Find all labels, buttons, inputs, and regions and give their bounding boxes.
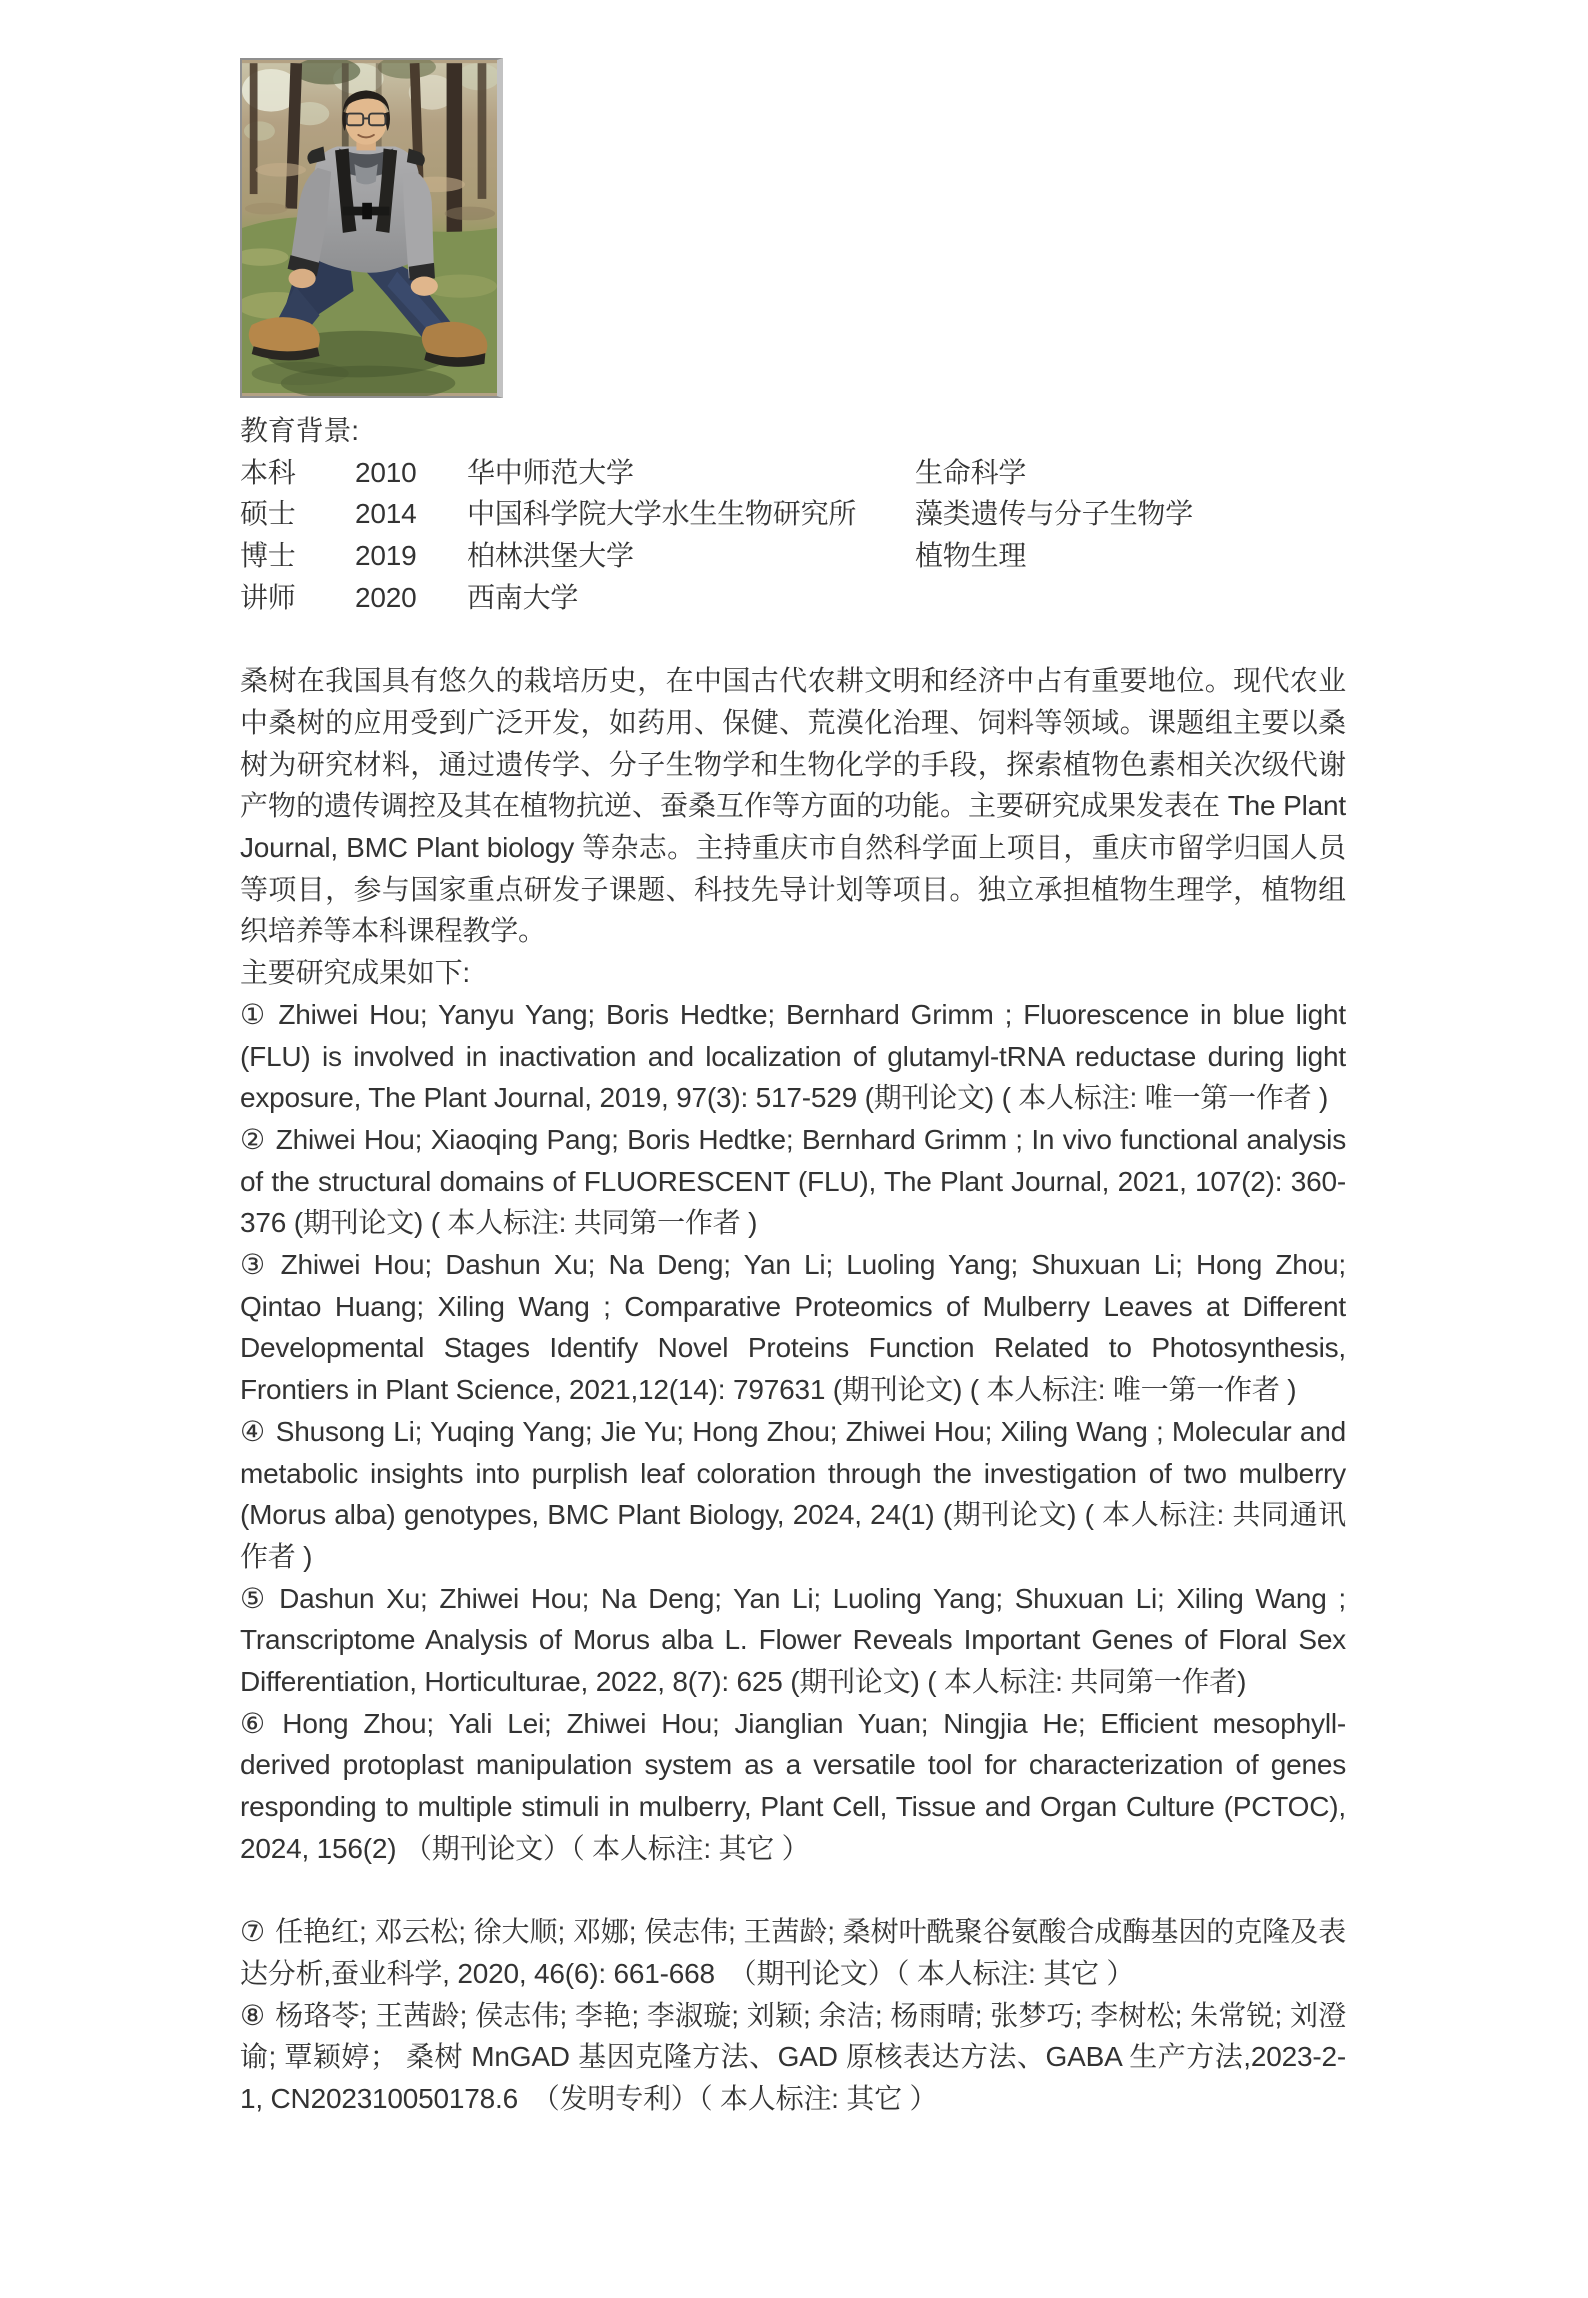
edu-school: 西南大学 bbox=[467, 581, 579, 613]
publication-text: 杨珞苓; 王茜龄; 侯志伟; 李艳; 李淑璇; 刘颖; 余洁; 杨雨晴; 张梦巧; 李树松; 朱常锐; 刘澄谕; 覃颖婷； 桑树 MnGAD 基因克隆方法、GAD 原核表达方法、GABA 生产方法,2023-2-1, CN202310050178.6 （发明专利）（ 本人标注: 其它 ） bbox=[240, 1999, 1346, 2115]
profile-photo bbox=[240, 58, 503, 398]
education-row bbox=[240, 535, 1346, 577]
education-table bbox=[240, 452, 1346, 619]
publication-text: Dashun Xu; Zhiwei Hou; Na Deng; Yan Li; Luoling Yang; Shuxuan Li; Xiling Wang ; Transcriptome Analysis of Morus alba L. Flower Reveals Important Genes of Floral Sex Differentiation, Horticulturae, 2022, 8(7): 625 (期刊论文) ( 本人标注: 共同第一作者) bbox=[240, 1582, 1347, 1698]
edu-degree: 硕士 bbox=[240, 498, 296, 530]
edu-year: 2014 bbox=[355, 498, 417, 530]
education-row bbox=[240, 452, 1346, 494]
edu-year: 2010 bbox=[355, 456, 417, 488]
publication-text: Hong Zhou; Yali Lei; Zhiwei Hou; Jianglian Yuan; Ningjia He; Efficient mesophyll-derived protoplast manipulation system as a versatile tool for characterization of genes responding to multiple stimuli in mulberry, Plant Cell, Tissue and Organ Culture (PCTOC), 2024, 156(2) （期刊论文）（ 本人标注: 其它 ） bbox=[240, 1707, 1346, 1864]
publication-marker: ③ bbox=[240, 1249, 271, 1281]
edu-degree: 本科 bbox=[240, 456, 296, 488]
intro-paragraph: 桑树在我国具有悠久的栽培历史，在中国古代农耕文明和经济中占有重要地位。现代农业中桑树的应用受到广泛开发，如药用、保健、荒漠化治理、饲料等领域。课题组主要以桑树为研究材料，通过遗传学、分子生物学和生物化学的手段，探索植物色素相关次级代谢产物的遗传调控及其在植物抗逆、蚕桑互作等方面的功能。主要研究成果发表在 The Plant Journal, BMC Plant biology 等杂志。主持重庆市自然科学面上项目，重庆市留学归国人员等项目，参与国家重点研发子课题、科技先导计划等项目。独立承担植物生理学，植物组织培养等本科课程教学。 bbox=[240, 665, 1346, 947]
publication-text: Zhiwei Hou; Yanyu Yang; Boris Hedtke; Bernhard Grimm ; Fluorescence in blue light (FLU) is involved in inactivation and localization of glutamyl-tRNA reductase during light exposure, The Plant Journal, 2019, 97(3): 517-529 (期刊论文) ( 本人标注: 唯一第一作者 ) bbox=[240, 998, 1346, 1114]
cv-page bbox=[240, 0, 1346, 2120]
publication-text: 任艳红; 邓云松; 徐大顺; 邓娜; 侯志伟; 王茜龄; 桑树叶酰聚谷氨酸合成酶基因的克隆及表达分析,蚕业科学, 2020, 46(6): 661-668 （期刊论文）（ 本人标注: 其它 ） bbox=[240, 1916, 1346, 1989]
edu-major bbox=[915, 577, 1346, 619]
publication-marker: ⑦ bbox=[240, 1916, 266, 1948]
publications-intro: 主要研究成果如下: bbox=[240, 957, 470, 989]
edu-major: 藻类遗传与分子生物学 bbox=[915, 498, 1194, 530]
edu-school: 华中师范大学 bbox=[467, 456, 634, 488]
publication-text: Shusong Li; Yuqing Yang; Jie Yu; Hong Zhou; Zhiwei Hou; Xiling Wang ; Molecular and metabolic insights into purplish leaf coloration through the investigation of two mulberry (Morus alba) genotypes, BMC Plant Biology, 2024, 24(1) (期刊论文) ( 本人标注: 共同通讯作者 ) bbox=[240, 1415, 1347, 1572]
spacer bbox=[240, 1870, 1346, 1912]
publication-item bbox=[240, 994, 1346, 1119]
edu-degree: 博士 bbox=[240, 540, 296, 572]
publication-marker: ⑥ bbox=[240, 1707, 273, 1739]
publication-text: Zhiwei Hou; Xiaoqing Pang; Boris Hedtke; Bernhard Grimm ; In vivo functional analysis of the structural domains of FLUORESCENT (FLU), The Plant Journal, 2021, 107(2): 360-376 (期刊论文) ( 本人标注: 共同第一作者 ) bbox=[240, 1123, 1346, 1239]
publication-marker: ④ bbox=[240, 1415, 266, 1447]
edu-major: 植物生理 bbox=[915, 540, 1027, 572]
publication-marker: ⑤ bbox=[240, 1582, 270, 1614]
edu-year: 2020 bbox=[355, 581, 417, 613]
publication-item bbox=[240, 1911, 1346, 1994]
publication-marker: ⑧ bbox=[240, 1999, 266, 2031]
education-heading: 教育背景: bbox=[240, 415, 359, 446]
edu-school: 柏林洪堡大学 bbox=[467, 540, 634, 572]
edu-major: 生命科学 bbox=[915, 456, 1027, 488]
profile-photo-image bbox=[242, 60, 497, 396]
publication-marker: ① bbox=[240, 998, 269, 1030]
edu-year: 2019 bbox=[355, 540, 417, 572]
education-row bbox=[240, 577, 1346, 619]
publication-item bbox=[240, 1995, 1346, 2120]
publication-item bbox=[240, 1244, 1346, 1411]
publication-item bbox=[240, 1411, 1346, 1578]
publication-item bbox=[240, 1578, 1346, 1703]
publication-item bbox=[240, 1703, 1346, 1870]
education-row bbox=[240, 493, 1346, 535]
edu-degree: 讲师 bbox=[240, 581, 296, 613]
edu-school: 中国科学院大学水生生物研究所 bbox=[467, 498, 857, 530]
publication-item bbox=[240, 1119, 1346, 1244]
publication-marker: ② bbox=[240, 1123, 266, 1155]
publication-text: Zhiwei Hou; Dashun Xu; Na Deng; Yan Li; Luoling Yang; Shuxuan Li; Hong Zhou; Qintao Huang; Xiling Wang ; Comparative Proteomics of Mulberry Leaves at Different Developmental Stages Identify Novel Proteins Function Related to Photosynthesis, Frontiers in Plant Science, 2021,12(14): 797631 (期刊论文) ( 本人标注: 唯一第一作者 ) bbox=[240, 1249, 1346, 1406]
